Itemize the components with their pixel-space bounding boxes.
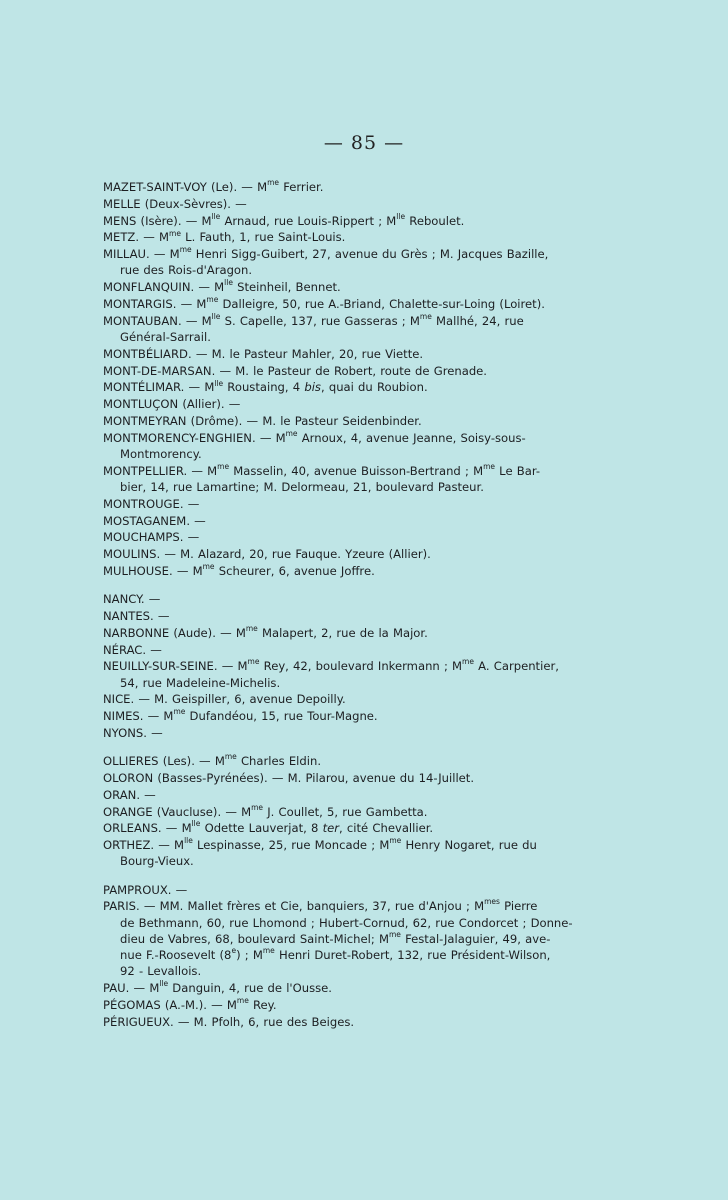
entry-line: MOUCHAMPS. —	[103, 530, 200, 545]
entry-continuation: rue des Rois-d'Aragon.	[120, 263, 253, 278]
entry-line: ORLEANS. — $M^{lle}$ Odette Lauverjat, 8 ter, cité Chevallier.	[103, 819, 434, 836]
entry-continuation: Bourg-Vieux.	[120, 854, 194, 869]
directory-entry	[103, 787, 627, 803]
entry-line: PÉGOMAS (A.-M.). — $M^{me}$ Rey.	[103, 995, 277, 1012]
directory-entry	[103, 997, 627, 1013]
directory-entry	[103, 804, 627, 820]
entry-line: OLLIERES (Les). — $M^{me}$ Charles Eldin.	[103, 752, 322, 769]
entry-line: MILLAU. — $M^{me}$ Henri Sigg-Guibert, 27, avenue du Grès ; M. Jacques Bazille,	[103, 245, 549, 262]
entry-line: MULHOUSE. — $M^{me}$ Scheurer, 6, avenue Joffre.	[103, 562, 375, 578]
entry-line: MONTARGIS. — $M^{me}$ Dalleigre, 50, rue A.-Briand, Chalette-sur-Loing (Loiret).	[103, 295, 545, 311]
entry-line: MONTMORENCY-ENGHIEN. — $M^{me}$ Arnoux, 4, avenue Jeanne, Soisy-sous-	[103, 428, 526, 445]
directory-entry	[103, 529, 627, 545]
section-gap	[103, 870, 627, 882]
directory-entry	[103, 296, 627, 312]
section-gap	[103, 741, 627, 753]
entry-line: MONTAUBAN. — $M^{lle}$ S. Capelle, 137, rue Gasseras ; $M^{me}$ Mallhé, 24, rue	[103, 311, 524, 328]
entry-line: NIMES. — $M^{me}$ Dufandéou, 15, rue Tour-Magne.	[103, 707, 378, 724]
directory-entry	[103, 229, 627, 245]
directory-entry	[103, 363, 627, 379]
directory-entry	[103, 980, 627, 996]
entry-line: MAZET-SAINT-VOY (Le). — $M^{me}$ Ferrier.	[103, 178, 324, 194]
directory-entry	[103, 196, 627, 212]
directory-entry	[103, 608, 627, 624]
entry-line: MONFLANQUIN. — $M^{lle}$ Steinheil, Bennet.	[103, 278, 341, 295]
directory-entry	[103, 625, 627, 641]
entry-continuation: bier, 14, rue Lamartine; M. Delormeau, 21, boulevard Pasteur.	[120, 479, 484, 494]
entry-line: MONT-DE-MARSAN. — M. le Pasteur de Robert, route de Grenade.	[103, 363, 487, 378]
entry-line: MELLE (Deux-Sèvres). —	[103, 196, 247, 211]
directory-entry	[103, 563, 627, 579]
entry-line: MOULINS. — M. Alazard, 20, rue Fauque. Yzeure (Allier).	[103, 547, 431, 562]
entry-line: NARBONNE (Aude). — $M^{me}$ Malapert, 2, rue de la Major.	[103, 623, 428, 640]
directory-entry	[103, 1014, 627, 1030]
directory-entry	[103, 396, 627, 412]
entry-line: ORTHEZ. — $M^{lle}$ Lespinasse, 25, rue Moncade ; $M^{me}$ Henry Nogaret, rue du	[103, 836, 537, 853]
directory-entry	[103, 708, 627, 724]
section-gap	[103, 579, 627, 591]
entry-continuation: Général-Sarrail.	[120, 329, 211, 344]
entry-continuation: dieu de Vabres, 68, boulevard Saint-Michel; $M^{me}$ Festal-Jalaguier, 49, ave-	[120, 929, 551, 946]
entry-continuation: nue F.-Roosevelt (8e) ; $M^{me}$ Henri Duret-Robert, 132, rue Président-Wilson,	[120, 946, 551, 962]
directory-entry	[103, 313, 627, 345]
directory-entry	[103, 642, 627, 658]
directory-entry	[103, 770, 627, 786]
directory-entry	[103, 837, 627, 869]
entry-line: NYONS. —	[103, 725, 163, 740]
directory-entry	[103, 246, 627, 278]
entry-line: MENS (Isère). — $M^{lle}$ Arnaud, rue Louis-Rippert ; $M^{lle}$ Reboulet.	[103, 211, 465, 228]
entry-line: ORANGE (Vaucluse). — $M^{me}$ J. Coullet, 5, rue Gambetta.	[103, 802, 428, 819]
directory-entry	[103, 413, 627, 429]
entry-line: PAMPROUX. —	[103, 882, 188, 897]
directory-entry	[103, 179, 627, 195]
entry-line: MONTLUÇON (Allier). —	[103, 397, 241, 412]
entry-continuation: 54, rue Madeleine-Michelis.	[120, 675, 281, 690]
directory-entry	[103, 279, 627, 295]
entry-line: NICE. — M. Geispiller, 6, avenue Depoilly.	[103, 692, 346, 707]
directory-entry	[103, 898, 627, 979]
directory-entry	[103, 882, 627, 898]
entry-line: NANCY. —	[103, 592, 161, 607]
directory-entry	[103, 430, 627, 462]
directory-entry	[103, 513, 627, 529]
entry-line: PARIS. — MM. Mallet frères et Cie, banquiers, 37, rue d'Anjou ; $M^{mes}$ Pierre	[103, 897, 538, 914]
directory-entry	[103, 658, 627, 690]
entry-line: MOSTAGANEM. —	[103, 513, 206, 528]
entry-line: MONTBÉLIARD. — M. le Pasteur Mahler, 20, rue Viette.	[103, 346, 424, 361]
entry-line: NANTES. —	[103, 608, 170, 623]
entry-line: MONTROUGE. —	[103, 496, 200, 511]
entry-line: METZ. — $M^{me}$ L. Fauth, 1, rue Saint-Louis.	[103, 228, 346, 245]
directory-entry	[103, 820, 627, 836]
directory-entry	[103, 691, 627, 707]
entry-line: OLORON (Basses-Pyrénées). — M. Pilarou, avenue du 14-Juillet.	[103, 770, 475, 785]
directory-entry	[103, 546, 627, 562]
directory-entries	[103, 179, 627, 1030]
entry-line: ORAN. —	[103, 787, 156, 802]
entry-line: MONTMEYRAN (Drôme). — M. le Pasteur Seidenbinder.	[103, 413, 422, 428]
directory-entry	[103, 346, 627, 362]
directory-entry	[103, 725, 627, 741]
entry-line: PAU. — $M^{lle}$ Danguin, 4, rue de l'Ousse.	[103, 979, 332, 995]
page-number: — 85 —	[323, 132, 405, 154]
entry-line: MONTÉLIMAR. — $M^{lle}$ Roustaing, 4 bis, quai du Roubion.	[103, 378, 428, 395]
entry-line: NÉRAC. —	[103, 642, 162, 657]
directory-entry	[103, 753, 627, 769]
directory-entry	[103, 213, 627, 229]
directory-entry	[103, 496, 627, 512]
entry-line: NEUILLY-SUR-SEINE. — $M^{me}$ Rey, 42, boulevard Inkermann ; $M^{me}$ A. Carpentier,	[103, 657, 559, 674]
entry-continuation: 92 - Levallois.	[120, 964, 202, 979]
entry-line: PÉRIGUEUX. — M. Pfolh, 6, rue des Beiges.	[103, 1014, 355, 1029]
directory-entry	[103, 463, 627, 495]
entry-continuation: de Bethmann, 60, rue Lhomond ; Hubert-Cornud, 62, rue Condorcet ; Donne-	[120, 915, 573, 930]
directory-entry	[103, 591, 627, 607]
directory-entry	[103, 379, 627, 395]
entry-continuation: Montmorency.	[120, 446, 202, 461]
entry-line: MONTPELLIER. — $M^{me}$ Masselin, 40, avenue Buisson-Bertrand ; $M^{me}$ Le Bar-	[103, 461, 541, 478]
